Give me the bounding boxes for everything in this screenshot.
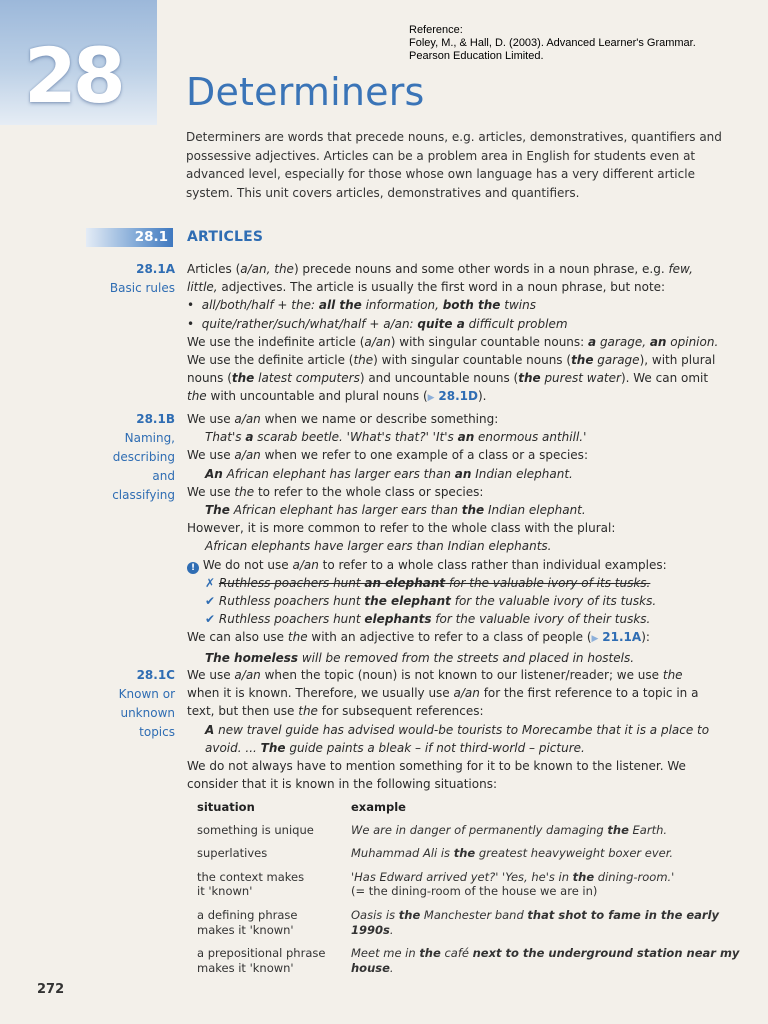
play-arrow-icon: ▶	[427, 393, 435, 404]
table-row	[197, 870, 742, 899]
column-header-example: example	[351, 800, 406, 814]
chapter-title: Determiners	[186, 70, 425, 114]
correct-example: ✔ Ruthless poachers hunt the elephant for the valuable ivory of its tusks.	[205, 594, 657, 609]
table-row	[197, 823, 742, 838]
subsection-name: and	[152, 469, 175, 483]
text-line: the with uncountable and plural nouns (▶ 28.1D).	[187, 389, 487, 404]
subsection-code: 28.1A	[136, 262, 175, 276]
subsection-label-a	[110, 260, 175, 298]
cross-icon: ✗	[205, 575, 216, 590]
chapter-badge	[0, 0, 157, 125]
section-title: ARTICLES	[187, 229, 264, 245]
bullet-item: • quite/rather/such/what/half + a/an: quite a difficult problem	[187, 316, 568, 331]
table-row	[197, 946, 742, 975]
cross-reference-link[interactable]: 28.1D	[438, 389, 478, 404]
subsection-body-c	[187, 666, 749, 793]
subsection-body-b	[187, 410, 749, 667]
text-line: text, but then use the for subsequent references:	[187, 704, 484, 719]
check-icon: ✔	[205, 594, 216, 609]
text-line: nouns (the latest computers) and uncountable nouns (the purest water). We can omit	[187, 371, 709, 386]
reference-label: Reference:	[409, 24, 463, 36]
situations-table	[197, 800, 742, 975]
reference-line-1: Foley, M., & Hall, D. (2003). Advanced Learner's Grammar.	[409, 37, 696, 49]
text-line: little, adjectives. The article is usually the first word in a noun phrase, but note:	[187, 280, 666, 295]
situation-cell: the context makes it 'known'	[197, 869, 305, 899]
text-line: consider that it is known in the following situations:	[187, 777, 498, 792]
warning-line: ! We do not use a/an to refer to a whole class rather than individual examples:	[187, 556, 749, 574]
chapter-number: 28	[24, 31, 122, 120]
example-line: avoid. ... The guide paints a bleak – if not third-world – picture.	[205, 740, 585, 755]
text-line: We can also use the with an adjective to refer to a class of people (▶ 21.1A):	[187, 630, 650, 645]
subsection-name: describing	[112, 450, 175, 464]
example-line: The homeless will be removed from the streets and placed in hostels.	[205, 650, 635, 665]
text-line: We use the to refer to the whole class or species:	[187, 484, 484, 499]
example-line: An African elephant has larger ears than an Indian elephant.	[205, 466, 573, 481]
play-arrow-icon: ▶	[591, 634, 599, 645]
section-number-bar	[86, 228, 173, 247]
example-cell: We are in danger of permanently damaging the Earth.	[351, 822, 668, 837]
check-icon: ✔	[205, 612, 216, 627]
subsection-label-c	[119, 666, 175, 742]
subsection-name: Naming,	[124, 431, 175, 445]
situation-cell: superlatives	[197, 846, 268, 861]
cross-reference-link[interactable]: 21.1A	[602, 630, 642, 645]
incorrect-example: ✗ Ruthless poachers hunt an elephant for the valuable ivory of its tusks.	[205, 575, 651, 590]
example-line: African elephants have larger ears than Indian elephants.	[205, 539, 552, 554]
text-line: We use a/an when we name or describe something:	[187, 412, 499, 426]
table-row	[197, 846, 742, 861]
subsection-label-b	[112, 410, 175, 505]
warning-icon: !	[187, 562, 199, 574]
bullet-item: • all/both/half + the: all the information, both the twins	[187, 298, 536, 313]
text-line: However, it is more common to refer to the whole class with the plural:	[187, 521, 616, 536]
text-line: when it is known. Therefore, we usually use a/an for the first reference to a topic in a	[187, 686, 699, 701]
page-number: 272	[37, 982, 65, 997]
table-header	[197, 800, 742, 815]
situation-cell: something is unique	[197, 822, 314, 837]
intro-paragraph: Determiners are words that precede nouns, e.g. articles, demonstratives, quantifiers and possessive adjectives. Articles can be a problem area in English for students even at advanced level, especially for those whose own language has a very different article system. This unit covers articles, demonstratives and quantifiers.	[186, 130, 722, 200]
reference-note	[409, 24, 754, 63]
example-cell: Muhammad Ali is the greatest heavyweight boxer ever.	[351, 846, 674, 861]
subsection-name: classifying	[112, 488, 175, 502]
example-cell: 'Has Edward arrived yet?' 'Yes, he's in the dining-room.' (= the dining-room of the house we are in)	[351, 869, 675, 899]
text-line: We use a/an when the topic (noun) is not known to our listener/reader; we use the	[187, 668, 683, 682]
text-line: Articles (a/an, the) precede nouns and some other words in a noun phrase, e.g. few,	[187, 262, 693, 276]
text-line: We use the indefinite article (a/an) with singular countable nouns: a garage, an opinion.	[187, 334, 719, 349]
subsection-code: 28.1B	[136, 412, 175, 426]
text-line: We use a/an when we refer to one example of a class or a species:	[187, 448, 588, 463]
table-row	[197, 908, 742, 937]
correct-example: ✔ Ruthless poachers hunt elephants for the valuable ivory of their tusks.	[205, 612, 651, 627]
example-cell: Meet me in the café next to the underground station near my house.	[351, 946, 740, 975]
example-line: The African elephant has larger ears than the Indian elephant.	[205, 503, 586, 518]
example-line: A new travel guide has advised would-be tourists to Morecambe that it is a place to	[205, 722, 710, 737]
subsection-name: Known or	[118, 687, 175, 701]
column-header-situation: situation	[197, 800, 255, 814]
section-number: 28.1	[134, 229, 168, 245]
situation-cell: a prepositional phrase makes it 'known'	[197, 946, 326, 975]
subsection-code: 28.1C	[136, 668, 175, 682]
example-line: That's a scarab beetle. 'What's that?' 'It's an enormous anthill.'	[205, 430, 587, 445]
subsection-name: Basic rules	[109, 281, 175, 295]
situation-cell: a defining phrase makes it 'known'	[197, 907, 298, 937]
subsection-name: unknown	[120, 706, 175, 720]
text-line: We use the definite article (the) with singular countable nouns (the garage), with plural	[187, 353, 716, 368]
example-cell: Oasis is the Manchester band that shot to fame in the early 1990s.	[351, 907, 720, 937]
subsection-body-a	[187, 260, 749, 408]
text-line: We do not always have to mention something for it to be known to the listener. We	[187, 759, 686, 774]
subsection-name: topics	[139, 725, 175, 739]
reference-line-2: Pearson Education Limited.	[409, 50, 544, 62]
